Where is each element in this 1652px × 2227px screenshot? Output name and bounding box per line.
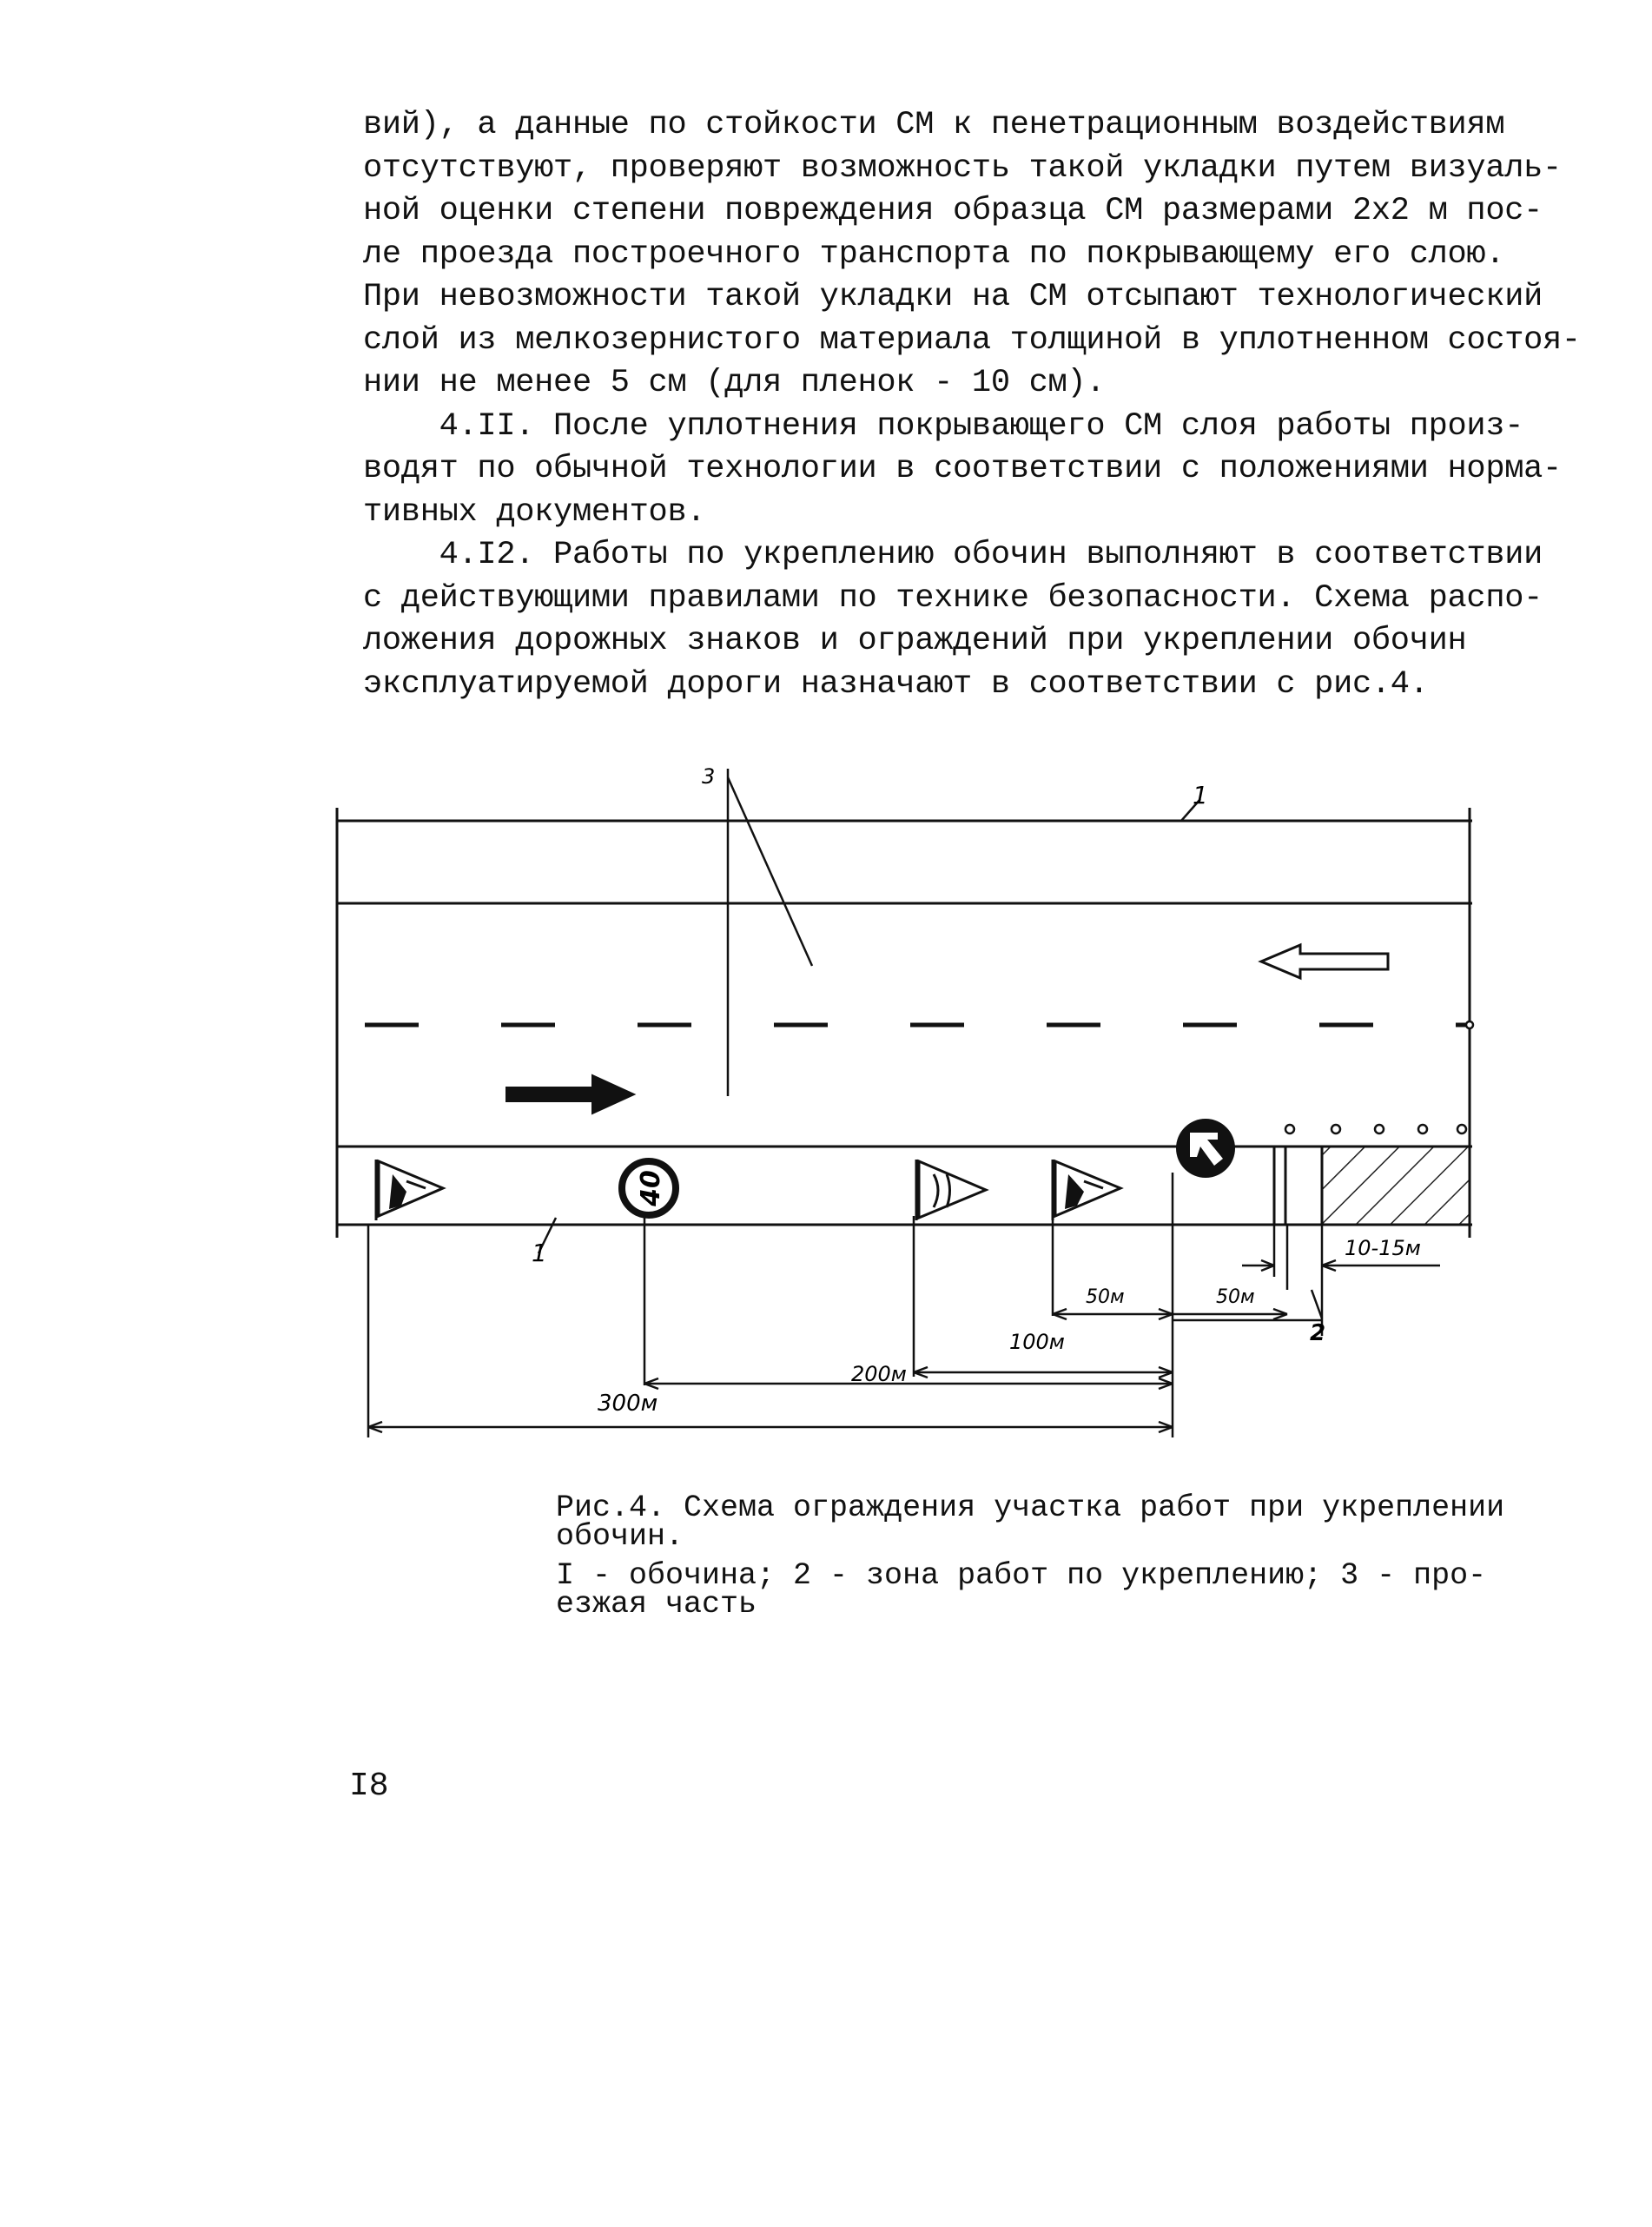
dim-label-work-zone: 10-15м xyxy=(1345,1236,1421,1260)
dimension-extension-lines xyxy=(368,1173,1322,1437)
text-line: тивных документов. xyxy=(363,493,706,531)
text-line: водят по обычной технологии в соответствии с положениями норма- xyxy=(363,451,1562,487)
page-number: I8 xyxy=(349,1768,389,1805)
caption-line: I - обочина; 2 - зона работ по укреплению; 3 - про- xyxy=(556,1558,1487,1593)
warning-sign-road-narrowing-icon xyxy=(916,1160,986,1220)
direction-arrow-left-icon xyxy=(1261,945,1388,978)
figure-caption xyxy=(556,1490,1505,1622)
caption-line: Рис.4. Схема ограждения участка работ при укреплении xyxy=(556,1490,1505,1525)
text-line: с действующими правилами по технике безопасности. Схема распо- xyxy=(363,579,1543,617)
work-zone-hatched xyxy=(1322,1147,1470,1225)
dim-label-300: 300м xyxy=(598,1391,658,1417)
text-line: ложения дорожных знаков и ограждений при укреплении обочин xyxy=(363,623,1467,659)
text-line: ле проезда построечного транспорта по покрывающему его слою. xyxy=(363,235,1505,273)
text-line: вий), а данные по стойкости СМ к пенетрационным воздействиям xyxy=(363,107,1505,143)
text-line: нии не менее 5 см (для пленок - 10 см). xyxy=(363,365,1106,401)
direction-arrow-right-icon xyxy=(506,1075,634,1114)
caption-line: езжая часть xyxy=(556,1587,757,1622)
callout-roadway xyxy=(728,769,812,1096)
detour-sign-icon xyxy=(1176,1119,1235,1178)
callout-label-2: 2 xyxy=(1310,1320,1326,1346)
dimension-lines xyxy=(368,1260,1440,1432)
callout-label-1-bottom: 1 xyxy=(532,1239,547,1267)
speed-limit-value: 40 xyxy=(636,1170,666,1206)
speed-limit-sign-icon xyxy=(622,1161,676,1215)
dim-label-200: 200м xyxy=(851,1362,907,1386)
text-line: При невозможности такой укладки на СМ отсыпают технологический xyxy=(363,279,1543,315)
text-line: слой из мелкозернистого материала толщиной в уплотненном состоя- xyxy=(363,321,1581,359)
paragraph-4-12-start: 4.I2. Работы по укреплению обочин выполняют в соответствии xyxy=(363,537,1543,573)
dim-label-50-b: 50м xyxy=(1216,1286,1255,1308)
paragraph-4-11-start: 4.II. После уплотнения покрывающего СМ слоя работы произ- xyxy=(363,407,1524,445)
caption-line: обочин. xyxy=(556,1519,684,1554)
callout-label-1-top: 1 xyxy=(1193,781,1208,810)
callout-label-3: 3 xyxy=(702,764,716,789)
cone-markers xyxy=(1285,1021,1473,1133)
dim-label-100: 100м xyxy=(1009,1330,1065,1354)
text-line: эксплуатируемой дороги назначают в соответствии с рис.4. xyxy=(363,665,1429,703)
warning-sign-road-works-icon xyxy=(1053,1160,1120,1220)
text-line: ной оценки степени повреждения образца СМ размерами 2х2 м пос- xyxy=(363,193,1543,229)
dim-label-50-a: 50м xyxy=(1086,1286,1125,1308)
text-line: отсутствуют, проверяют возможность такой укладки путем визуаль- xyxy=(363,149,1562,187)
barrier xyxy=(1274,1147,1285,1225)
warning-sign-road-works-icon xyxy=(376,1160,443,1220)
